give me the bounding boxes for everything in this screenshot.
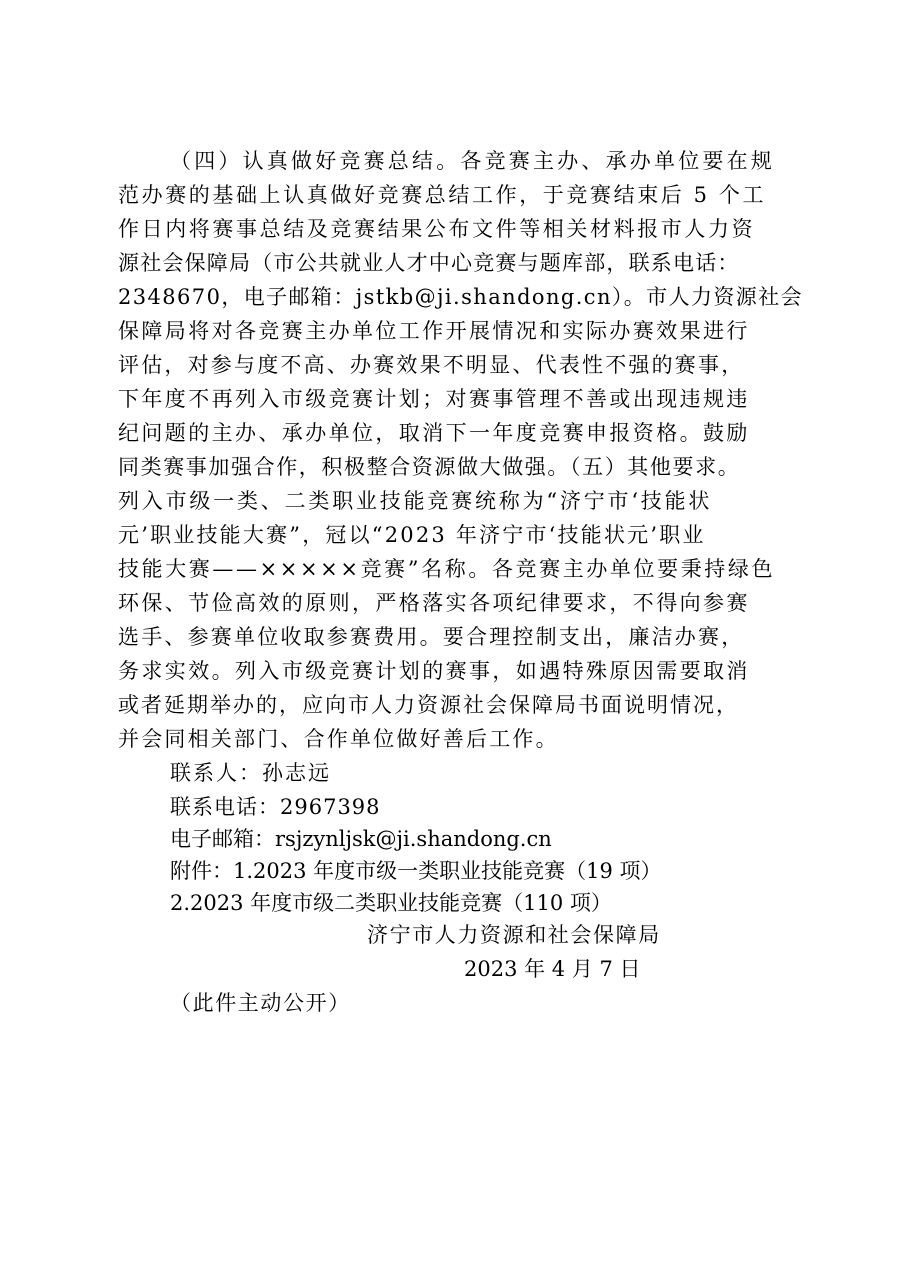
body-line-18: 并会同相关部门、合作单位做好善后工作。 bbox=[118, 727, 559, 751]
body-line-8: 下年度不再列入市级竞赛计划；对赛事管理不善或出现违规违 bbox=[118, 387, 750, 411]
body-line-16: 务求实效。列入市级竞赛计划的赛事，如遇特殊原因需要取消 bbox=[118, 659, 750, 683]
body-line-15: 选手、参赛单位收取参赛费用。要合理控制支出，廉洁办赛， bbox=[118, 625, 745, 649]
disclosure-note: （此件主动公开） bbox=[170, 991, 351, 1015]
body-line-3: 作日内将赛事总结及竞赛结果公布文件等相关材料报市人力资 bbox=[118, 217, 756, 241]
body-line-6: 保障局将对各竞赛主办单位工作开展情况和实际办赛效果进行 bbox=[118, 319, 750, 343]
body-line-17: 或者延期举办的，应向市人力资源社会保障局书面说明情况， bbox=[118, 693, 739, 717]
body-line-5: 2348670，电子邮箱：jstkb@ji.shandong.cn）。市人力资源社会 bbox=[118, 285, 803, 309]
body-line-2: 范办赛的基础上认真做好竞赛总结工作，于竞赛结束后 5 个工 bbox=[118, 183, 767, 207]
body-line-4: 源社会保障局（市公共就业人才中心竞赛与题库部，联系电话： bbox=[118, 251, 740, 275]
contact-person: 联系人：孙志远 bbox=[170, 761, 331, 785]
attachment-2: 2.2023 年度市级二类职业技能竞赛（110 项） bbox=[170, 891, 612, 915]
body-line-14: 环保、节俭高效的原则，严格落实各项纪律要求，不得向参赛 bbox=[118, 591, 750, 615]
attachment-1: 附件：1.2023 年度市级一类职业技能竞赛（19 项） bbox=[170, 859, 662, 883]
body-line-10: 同类赛事加强合作，积极整合资源做大做强。（五）其他要求。 bbox=[118, 455, 741, 479]
body-line-1: （四）认真做好竞赛总结。各竞赛主办、承办单位要在规 bbox=[170, 149, 775, 173]
contact-phone: 联系电话：2967398 bbox=[170, 795, 381, 819]
body-line-11: 列入市级一类、二类职业技能竞赛统称为“济宁市‘技能状 bbox=[118, 489, 713, 513]
body-line-9: 纪问题的主办、承办单位，取消下一年度竞赛申报资格。鼓励 bbox=[118, 421, 750, 445]
issuer-name: 济宁市人力资源和社会保障局 bbox=[367, 923, 661, 947]
body-line-13: 技能大赛——×××××竞赛”名称。各竞赛主办单位要秉持绿色 bbox=[118, 557, 776, 581]
issue-date: 2023 年 4 月 7 日 bbox=[464, 957, 641, 981]
contact-email: 电子邮箱：rsjzynljsk@ji.shandong.cn bbox=[170, 827, 552, 851]
body-line-12: 元’职业技能大赛”，冠以“2023 年济宁市‘技能状元’职业 bbox=[118, 523, 706, 547]
body-line-7: 评估，对参与度不高、办赛效果不明显、代表性不强的赛事， bbox=[118, 353, 745, 377]
